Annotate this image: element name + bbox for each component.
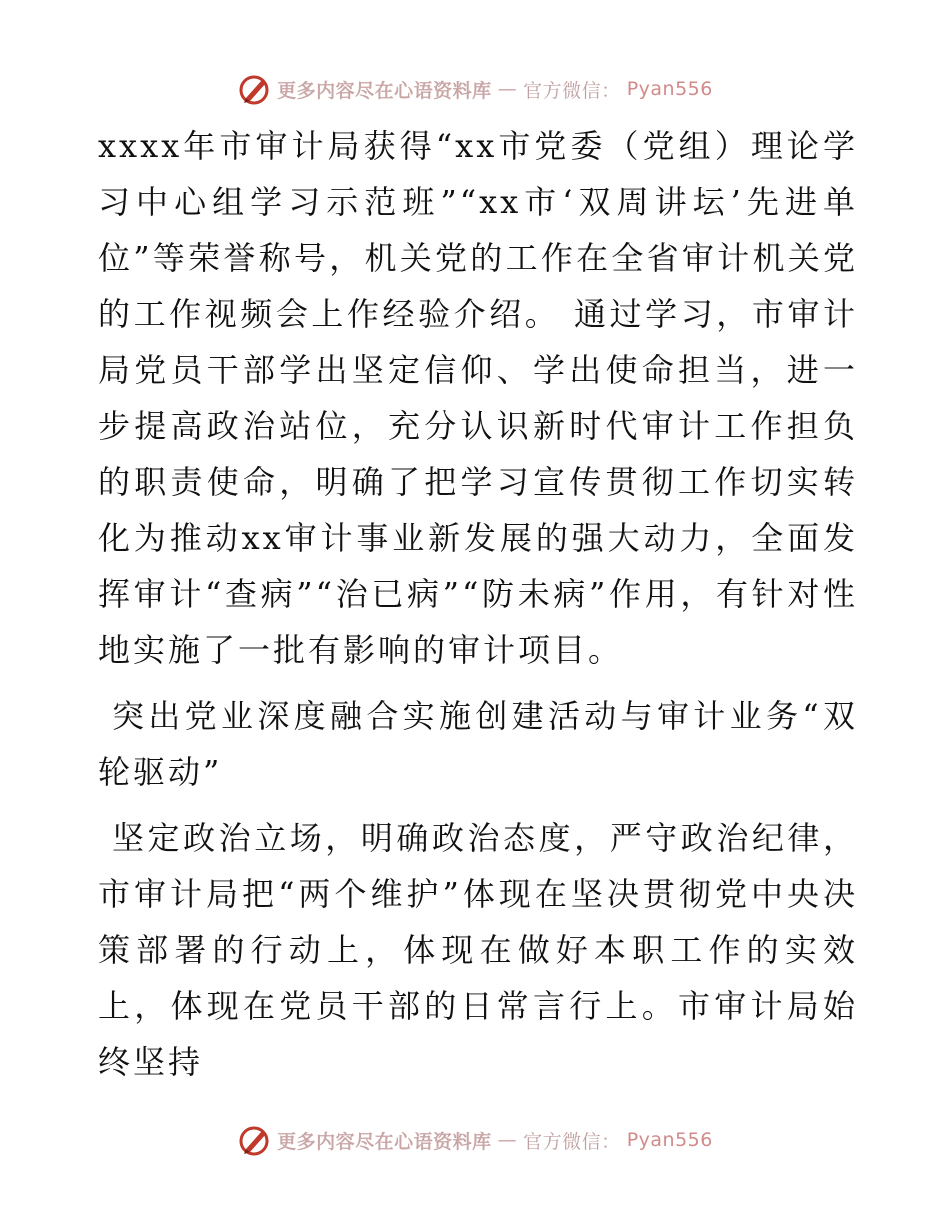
pen-circle-logo-icon bbox=[237, 1123, 271, 1157]
banner-wechat-label: 官方微信： bbox=[523, 1130, 621, 1153]
document-body bbox=[98, 118, 858, 1090]
body-paragraph: 坚定政治立场，明确政治态度，严守政治纪律，市审计局把“两个维护”体现在坚决贯彻党中央决策部署的行动上，体现在做好本职工作的实效上，体现在党员干部的日常言行上。市审计局始终坚持 bbox=[98, 819, 858, 1081]
banner-wechat-id: Pyan556 bbox=[626, 78, 713, 100]
section-heading: 突出党业深度融合实施创建活动与审计业务“双轮驱动” bbox=[98, 697, 858, 791]
banner-dash: — bbox=[497, 1129, 518, 1151]
footer-banner bbox=[0, 1123, 950, 1157]
banner-main-text: 更多内容尽在心语资料库 bbox=[277, 1130, 492, 1153]
body-paragraph: xxxx年市审计局获得“xx市党委（党组）理论学习中心组学习示范班”“xx市‘双周讲坛’先进单位”等荣誉称号，机关党的工作在全省审计机关党的工作视频会上作经验介绍。 通过学习，市审计局党员干部学出坚定信仰、学出使命担当，进一步提高政治站位，充分认识新时代审计工作担负的职责使命，明确了把学习宣传贯彻工作切实转化为推动xx审计事业新发展的强大动力，全面发挥审计“查病”“治已病”“防未病”作用，有针对性地实施了一批有影响的审计项目。 bbox=[98, 127, 858, 669]
banner-main-text: 更多内容尽在心语资料库 bbox=[277, 79, 492, 102]
banner-wechat-id: Pyan556 bbox=[626, 1129, 713, 1151]
header-banner bbox=[0, 72, 950, 106]
banner-dash: — bbox=[497, 78, 518, 100]
banner-wechat-label: 官方微信： bbox=[523, 79, 621, 102]
pen-circle-logo-icon bbox=[237, 72, 271, 106]
